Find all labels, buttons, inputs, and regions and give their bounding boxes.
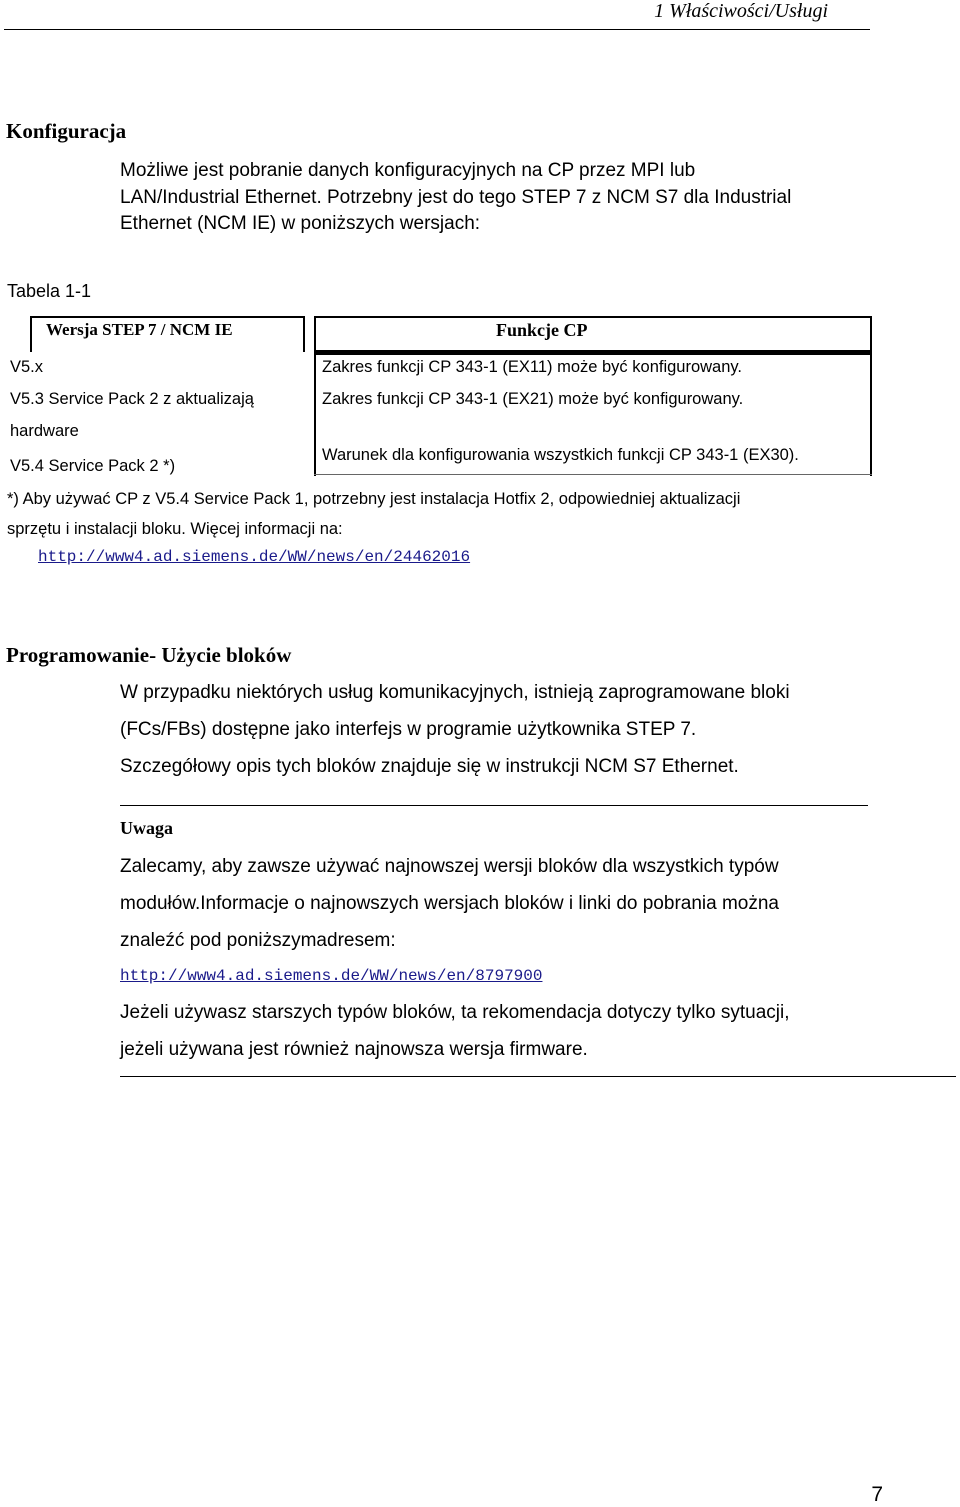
table-cell-function: Warunek dla konfigurowania wszystkich funkcji CP 343-1 (EX30).	[322, 446, 799, 464]
table-border	[870, 316, 872, 476]
programowanie-paragraph	[120, 674, 790, 785]
table-header-functions: Funkcje CP	[496, 320, 588, 340]
paragraph-line: modułów.Informacje o najnowszych wersjach bloków i linki do pobrania można	[120, 893, 779, 914]
paragraph-line: W przypadku niektórych usług komunikacyjnych, istnieją zaprogramowane bloki	[120, 682, 790, 703]
paragraph-line: (FCs/FBs) dostępne jako interfejs w programie użytkownika STEP 7.	[120, 719, 697, 740]
note-bottom-rule	[120, 1076, 956, 1077]
table-border	[314, 474, 872, 475]
note-link[interactable]: http://www4.ad.siemens.de/WW/news/en/8797900	[120, 967, 543, 985]
header-rule	[4, 29, 870, 30]
table-border	[314, 316, 316, 476]
paragraph-line: znaleźć pod poniższymadresem:	[120, 930, 396, 951]
paragraph-line: Szczegółowy opis tych bloków znajduje się w instrukcji NCM S7 Ethernet.	[120, 756, 739, 777]
paragraph-line: jeżeli używana jest również najnowsza wersja firmware.	[120, 1039, 588, 1060]
running-header-title: 1 Właściwości/Usługi	[654, 0, 828, 22]
paragraph-line: Zalecamy, aby zawsze używać najnowszej wersji bloków dla wszystkich typów	[120, 856, 779, 877]
paragraph-line: Możliwe jest pobranie danych konfiguracyjnych na CP przez MPI lub	[120, 160, 696, 181]
paragraph-line: Ethernet (NCM IE) w poniższych wersjach:	[120, 213, 481, 234]
konfiguracja-paragraph	[120, 158, 791, 238]
section-heading-konfiguracja: Konfiguracja	[6, 119, 127, 143]
table-cell-version: V5.4 Service Pack 2 *)	[10, 457, 176, 475]
table-cell-function: Zakres funkcji CP 343-1 (EX11) może być konfigurowany.	[322, 358, 743, 376]
note-paragraph-2	[120, 994, 790, 1068]
table-cell-version: V5.3 Service Pack 2 z aktualizają	[10, 390, 254, 408]
table-cell-version: hardware	[10, 422, 79, 440]
table-border	[30, 316, 304, 318]
table-cell-function: Zakres funkcji CP 343-1 (EX21) może być konfigurowany.	[322, 390, 744, 408]
table-cell-version: V5.x	[10, 358, 44, 376]
footnote-line: *) Aby używać CP z V5.4 Service Pack 1, potrzebny jest instalacja Hotfix 2, odpowiedniej aktualizacji	[7, 490, 741, 508]
header-rule-thick	[314, 350, 872, 355]
page-number: 7	[871, 1483, 883, 1506]
table-caption: Tabela 1-1	[7, 281, 92, 301]
note-top-rule	[120, 805, 868, 806]
paragraph-line: LAN/Industrial Ethernet. Potrzebny jest do tego STEP 7 z NCM S7 dla Industrial	[120, 186, 792, 208]
note-heading: Uwaga	[120, 818, 173, 838]
footnote-line: sprzętu i instalacji bloku. Więcej informacji na:	[7, 520, 343, 538]
paragraph-line: Jeżeli używasz starszych typów bloków, ta rekomendacja dotyczy tylko sytuacji,	[120, 1002, 790, 1023]
table-border	[30, 316, 32, 352]
section-heading-programowanie: Programowanie- Użycie bloków	[6, 643, 292, 667]
table-border	[303, 316, 305, 352]
table-header-version: Wersja STEP 7 / NCM IE	[46, 320, 233, 339]
table-border	[314, 316, 872, 318]
note-paragraph	[120, 848, 779, 959]
footnote-link[interactable]: http://www4.ad.siemens.de/WW/news/en/24462016	[38, 548, 471, 566]
